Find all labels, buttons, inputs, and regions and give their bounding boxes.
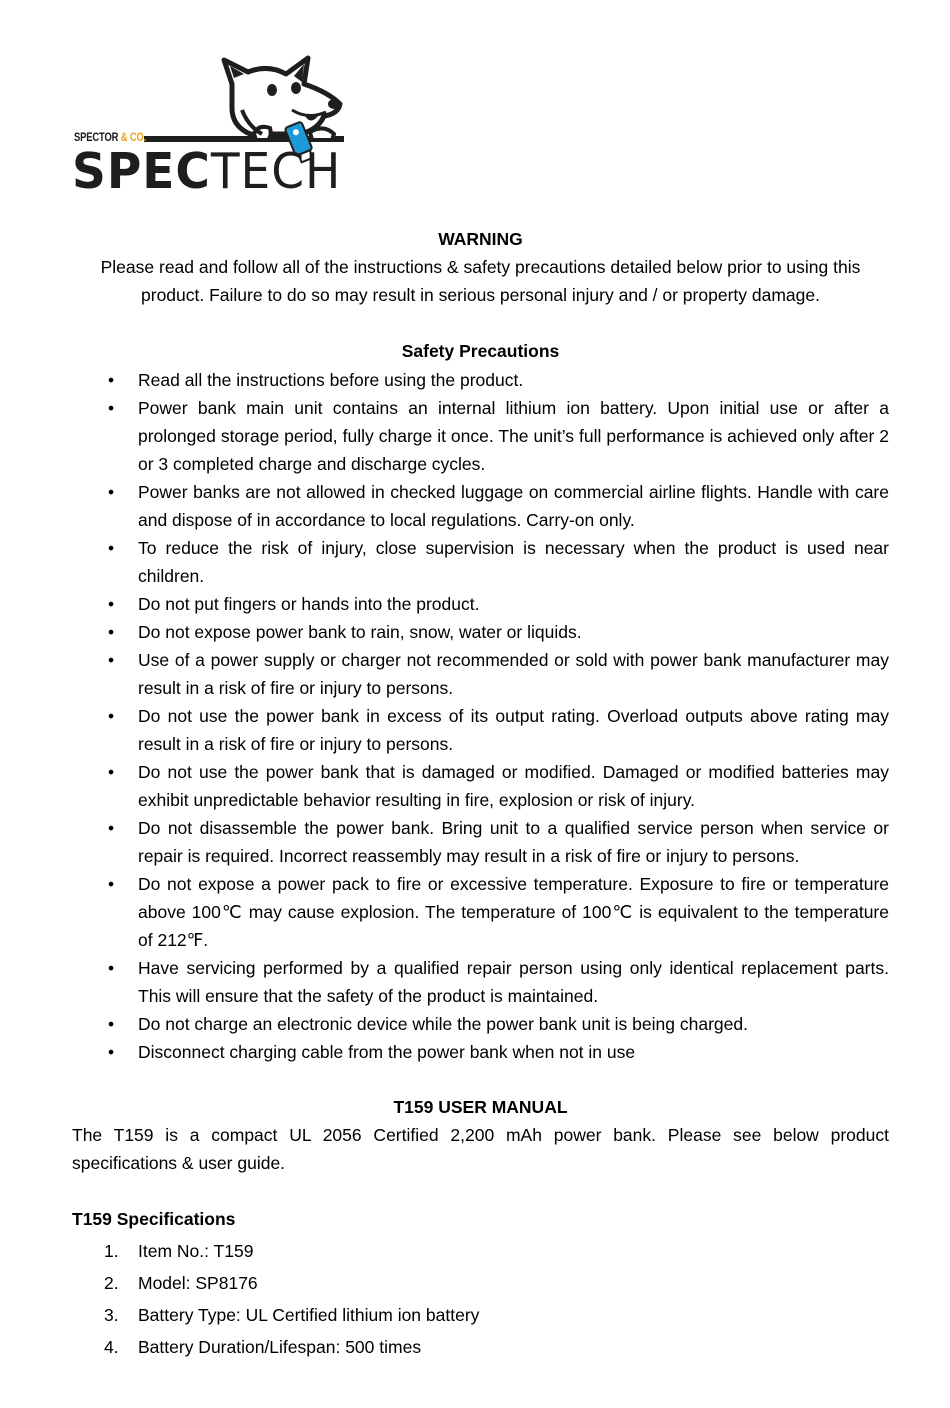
list-item: • Do not use the power bank in excess of its output rating. Overload outputs above rating may result in a risk of fire or injury to persons. [108,706,889,754]
manual-body: The T159 is a compact UL 2056 Certified 2,200 mAh power bank. Please see below product specifications & user guide. [72,1125,889,1173]
list-item: • Do not put fingers or hands into the product. [108,594,480,614]
list-item: 3. Battery Type: UL Certified lithium ion battery [104,1305,480,1325]
specifications-title: T159 Specifications [72,1209,236,1229]
manual-title: T159 USER MANUAL [393,1097,568,1117]
warning-line-2: product. Failure to do so may result in serious personal injury and / or property damage. [141,285,820,305]
specifications-list [100,1235,479,1363]
list-item: • Do not expose a power pack to fire or excessive temperature. Exposure to fire or temperature above 100℃ may cause explosion. The temperature of 100℃ is equivalent to the temperature of 212℉. [108,874,889,950]
warning-title: WARNING [438,229,523,249]
warning-line-1: Please read and follow all of the instructions & safety precautions detailed below prior to using this [100,257,861,277]
list-item: • Do not disassemble the power bank. Bring unit to a qualified service person when service or repair is required. Incorrect reassembly may result in a risk of fire or injury to persons. [108,818,889,866]
list-item: • Do not expose power bank to rain, snow, water or liquids. [108,622,582,642]
list-item: • Use of a power supply or charger not recommended or sold with power bank manufacturer may result in a risk of fire or injury to persons. [108,650,889,698]
list-item: • Do not charge an electronic device while the power bank unit is being charged. [108,1014,748,1034]
list-item: • Power bank main unit contains an internal lithium ion battery. Upon initial use or after a prolonged storage period, fully charge it once. The unit’s full performance is achieved only after 2 or 3 completed charge and discharge cycles. [108,398,889,474]
list-item: • Power banks are not allowed in checked luggage on commercial airline flights. Handle with care and dispose of in accordance to local regulations. Carry-on only. [108,482,889,530]
safety-list [100,366,889,1066]
list-item: • Disconnect charging cable from the power bank when not in use [108,1042,636,1062]
list-item: • Read all the instructions before using the product. [108,370,524,390]
brand-company-name: SPECTOR & CO. [74,132,147,144]
spectech-logo [72,54,352,200]
list-item: • Do not use the power bank that is damaged or modified. Damaged or modified batteries may exhibit unpredictable behavior resulting in fire, explosion or risk of injury. [108,762,889,810]
list-item: • To reduce the risk of injury, close supervision is necessary when the product is used near children. [108,538,889,586]
list-item: • Have servicing performed by a qualified repair person using only identical replacement parts. This will ensure that the safety of the product is maintained. [108,958,889,1006]
safety-title: Safety Precautions [401,341,560,361]
list-item: 1. Item No.: T159 [104,1241,254,1261]
list-item: 2. Model: SP8176 [104,1273,258,1293]
brand-name: SPECTECH [72,143,342,200]
list-item: 4. Battery Duration/Lifespan: 500 times [104,1337,422,1357]
